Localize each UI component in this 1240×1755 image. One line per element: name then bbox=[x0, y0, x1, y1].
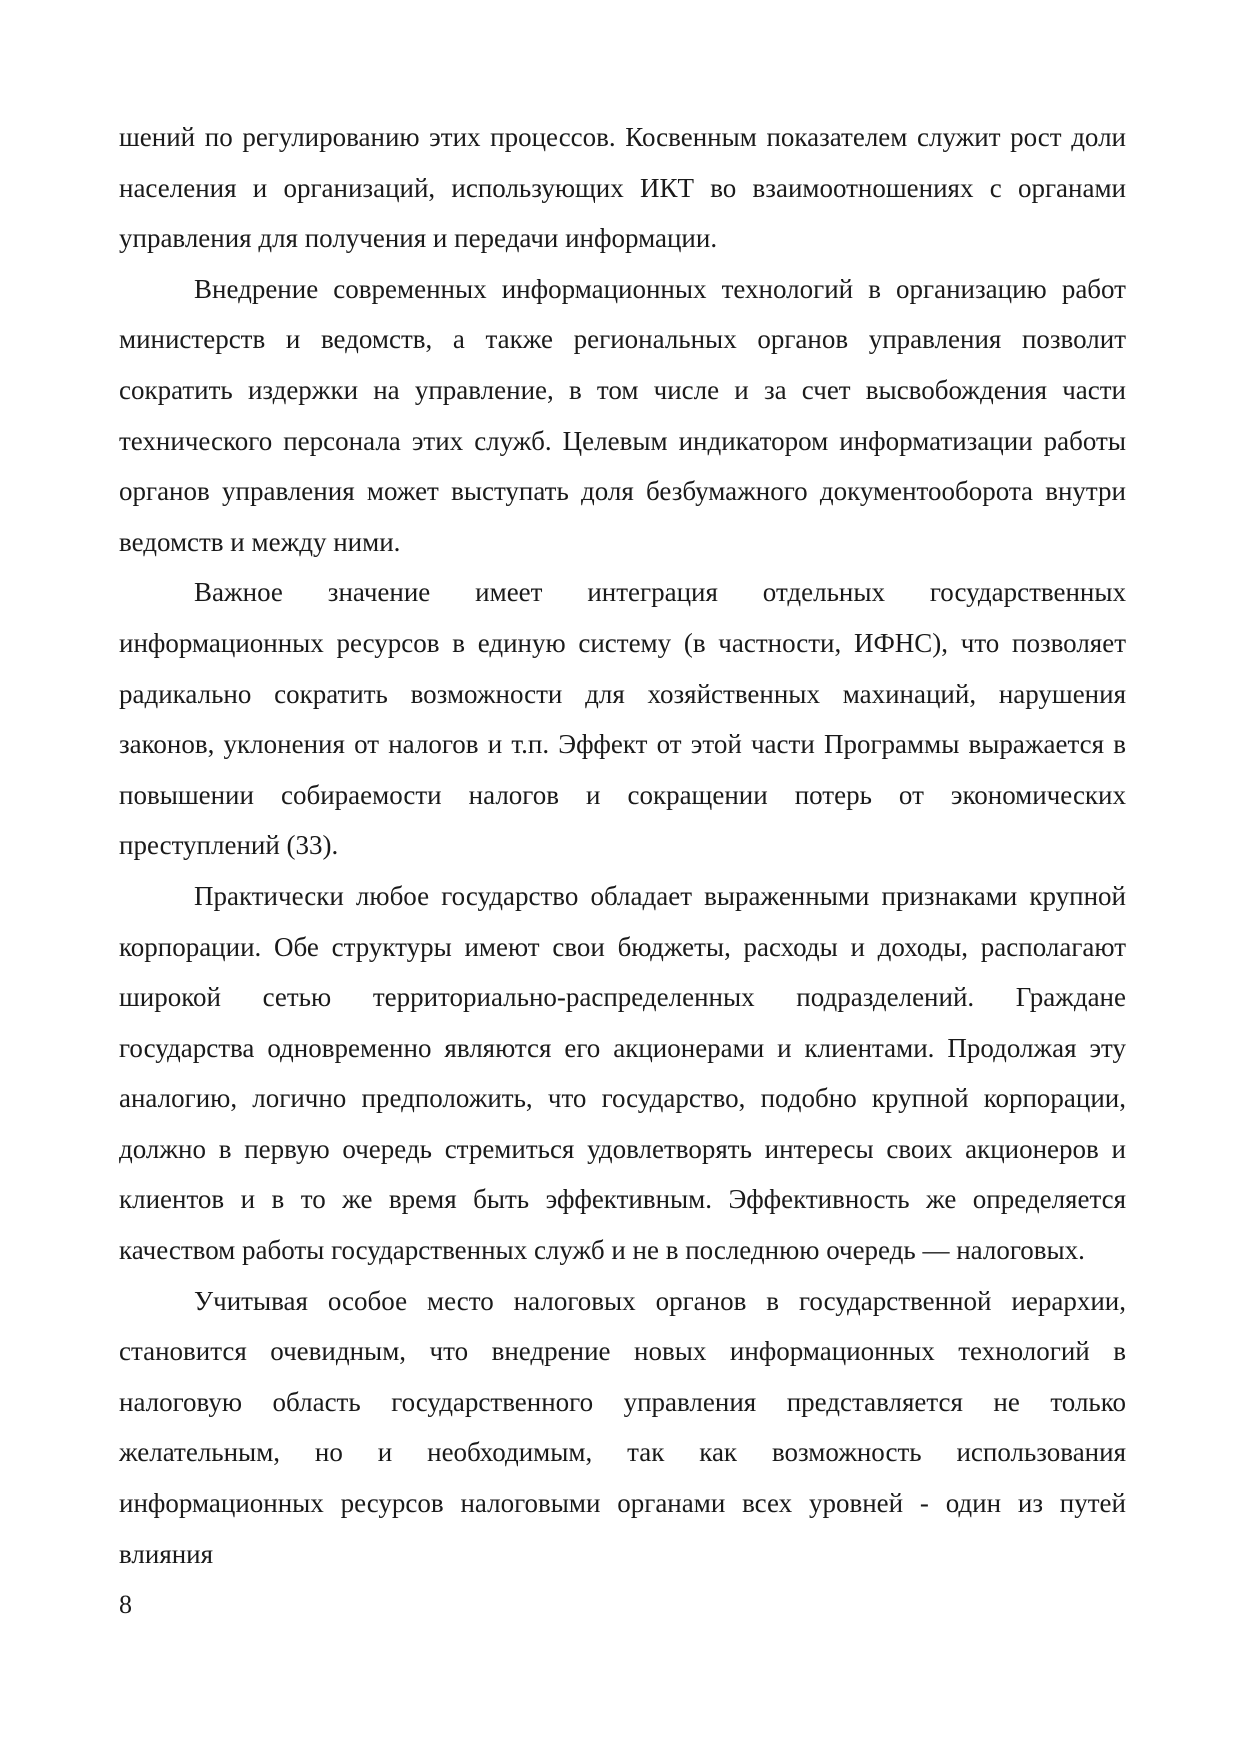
paragraph-continuation: шений по регулированию этих процессов. Косвенным показателем служит рост доли населения и организаций, использующих ИКТ во взаимоотношениях с органами управления для получения и передачи информации. bbox=[119, 122, 1126, 254]
paragraph-tax-authorities: Учитывая особое место налоговых органов в государственной иерархии, становится очевидным, что внедрение новых информационных технологий в налоговую область государственного управления представляется не только желательным, но и необходимым, так как возможность использования информационных ресурсов налоговыми органами всех уровней - один из путей влияния bbox=[119, 1285, 1126, 1569]
page-number: 8 bbox=[119, 1590, 132, 1619]
paragraph-modern-technologies: Внедрение современных информационных технологий в организацию работ министерств и ведомств, а также региональных органов управления позволит сократить издержки на управление, в том числе и за счет высвобождения части технического персонала этих служб. Целевым индикатором информатизации работы органов управления может выступать доля безбумажного документооборота внутри ведомств и между ними. bbox=[119, 273, 1126, 557]
paragraph-resource-integration: Важное значение имеет интеграция отдельных государственных информационных ресурсов в единую систему (в частности, ИФНС), что позволяет радикально сократить возможности для хозяйственных махинаций, нарушения законов, уклонения от налогов и т.п. Эффект от этой части Программы выражается в повышении собираемости налогов и сокращении потерь от экономических преступлений (33). bbox=[119, 577, 1126, 861]
text-body bbox=[119, 112, 1126, 1579]
paragraph-state-as-corporation: Практически любое государство обладает выраженными признаками крупной корпорации. Обе структуры имеют свои бюджеты, расходы и доходы, располагают широкой сетью территориально-распределенных подразделений. Граждане государства одновременно являются его акционерами и клиентами. Продолжая эту аналогию, логично предположить, что государство, подобно крупной корпорации, должно в первую очередь стремиться удовлетворять интересы своих акционеров и клиентов и в то же время быть эффективным. Эффективность же определяется качеством работы государственных служб и не в последнюю очередь — налоговых. bbox=[119, 880, 1126, 1266]
